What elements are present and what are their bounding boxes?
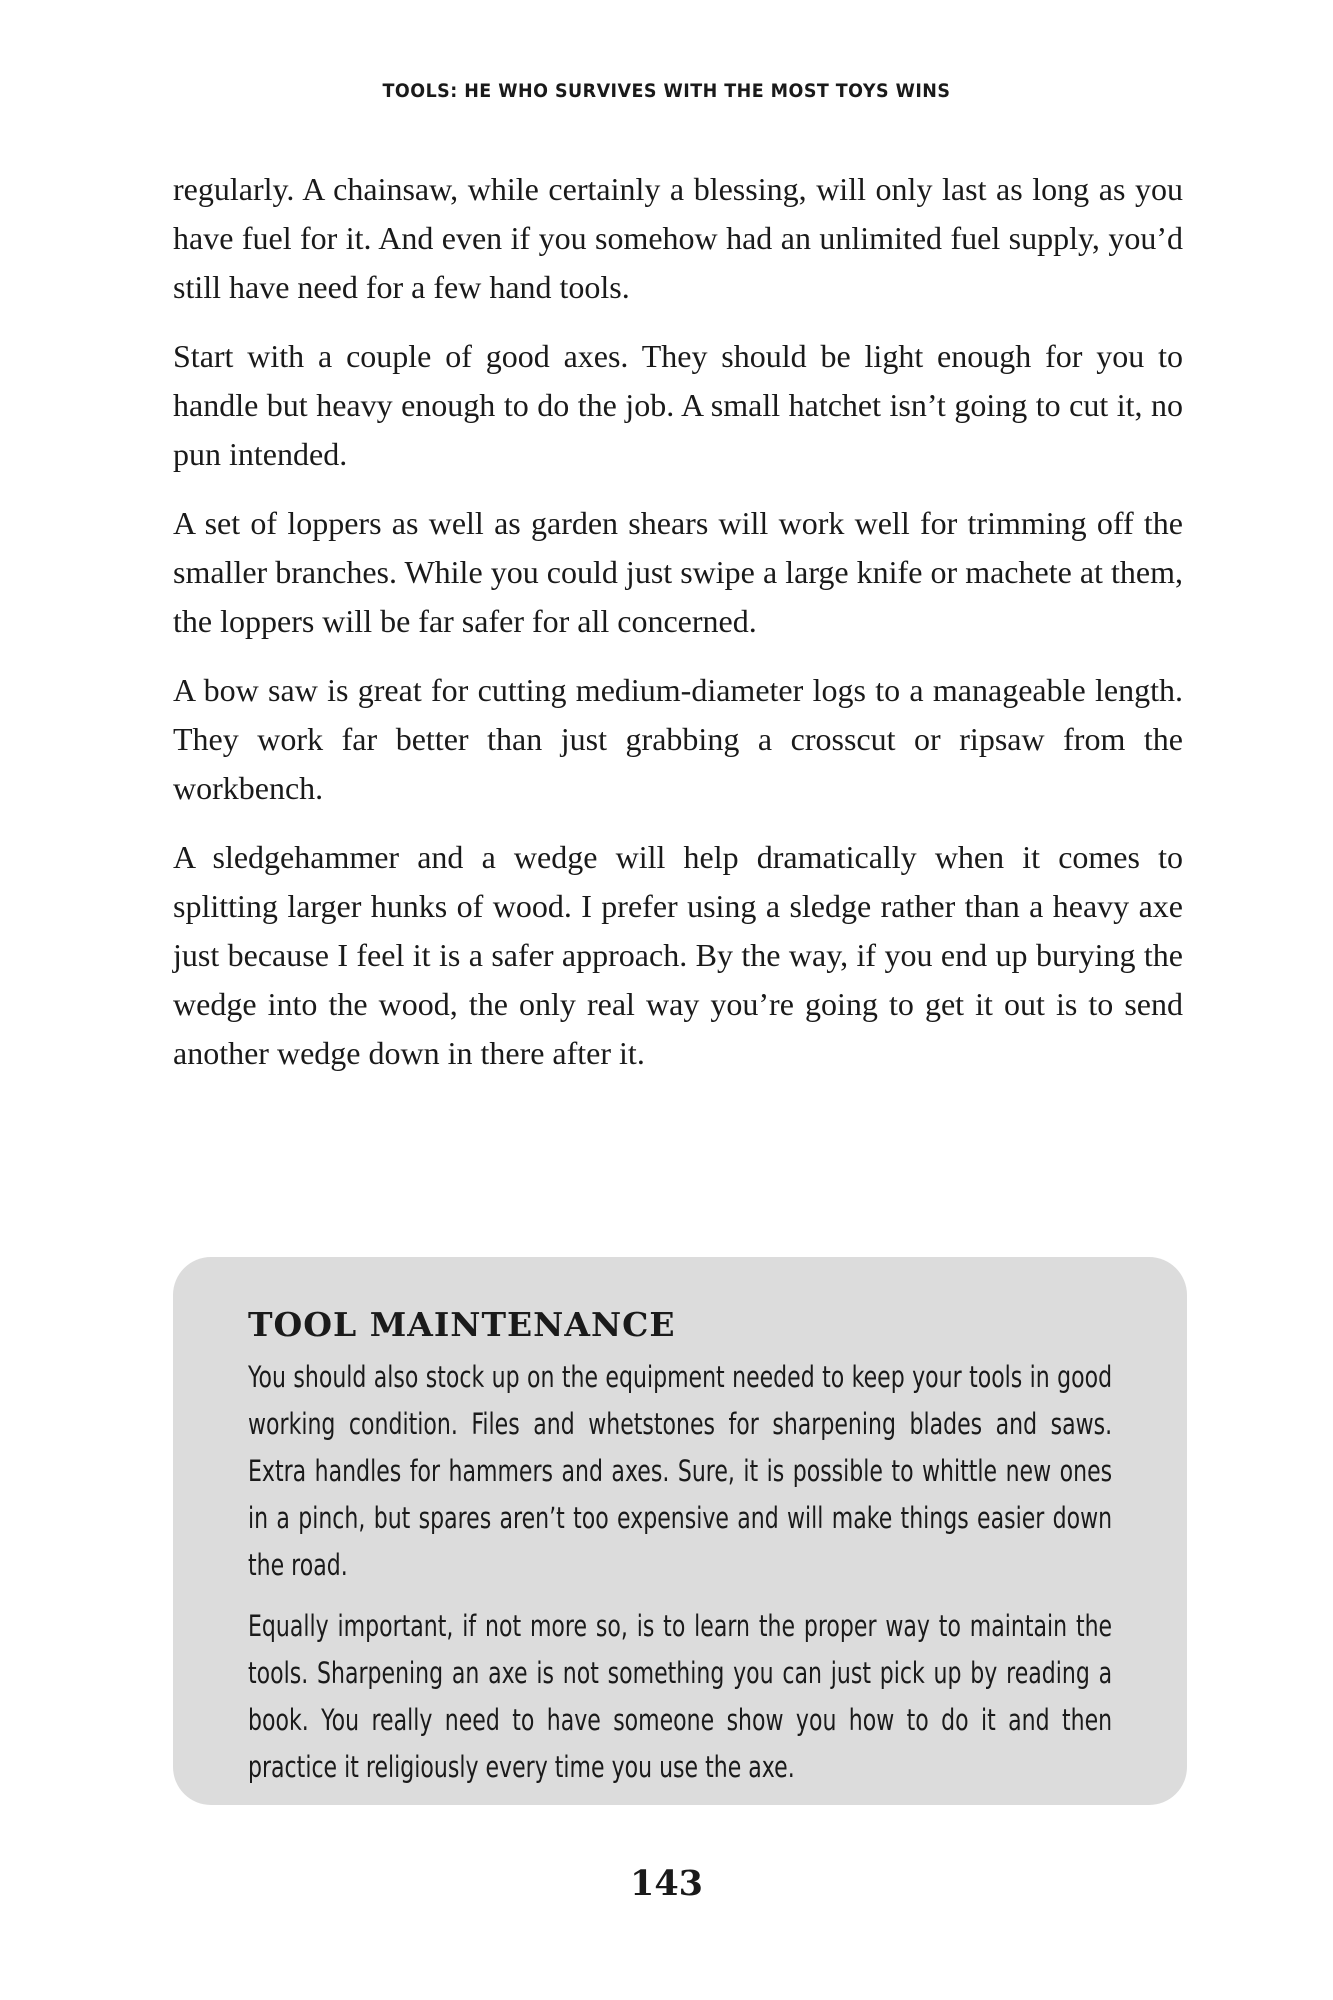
sidebar-paragraph: You should also stock up on the equipment needed to keep your tools in good working condition. Files and whetstones for sharpening blades and saws. Extra handles for hammers and axes. Sure, it is possible to whittle new ones in a pinch, but spares aren’t too expensive and will make things easier down the road. [248,1360,1113,1582]
body-paragraph: Start with a couple of good axes. They should be light enough for you to handle but heavy enough to do the job. A small hatchet isn’t going to cut it, no pun intended. [173,338,1183,472]
body-paragraph: A set of loppers as well as garden shears will work well for trimming off the smaller branches. While you could just swipe a large knife or machete at them, the loppers will be far safer for all concerned. [173,505,1183,639]
body-paragraph: A bow saw is great for cutting medium-diameter logs to a manageable length. They work far better than just grabbing a crosscut or ripsaw from the workbench. [173,672,1183,806]
body-paragraph: A sledgehammer and a wedge will help dramatically when it comes to splitting larger hunks of wood. I prefer using a sledge rather than a heavy axe just because I feel it is a safer approach. By the way, if you end up burying the wedge into the wood, the only real way you’re going to get it out is to send another wedge down in there after it. [173,839,1183,1071]
body-text [173,165,1183,1098]
sidebar-box [173,1257,1187,1805]
body-paragraph: regularly. A chainsaw, while certainly a blessing, will only last as long as you have fuel for it. And even if you somehow had an unlimited fuel supply, you’d still have need for a few hand tools. [173,171,1183,305]
page-number: 143 [629,1863,704,1904]
sidebar-text [248,1354,1112,1791]
sidebar-title: TOOL MAINTENANCE [248,1305,676,1344]
sidebar-paragraph: Equally important, if not more so, is to learn the proper way to maintain the tools. Sharpening an axe is not something you can just pick up by reading a book. You really need to have someone show you how to do it and then practice it religiously every time you use the axe. [248,1609,1113,1784]
running-head: TOOLS: HE WHO SURVIVES WITH THE MOST TOYS WINS [382,80,951,102]
